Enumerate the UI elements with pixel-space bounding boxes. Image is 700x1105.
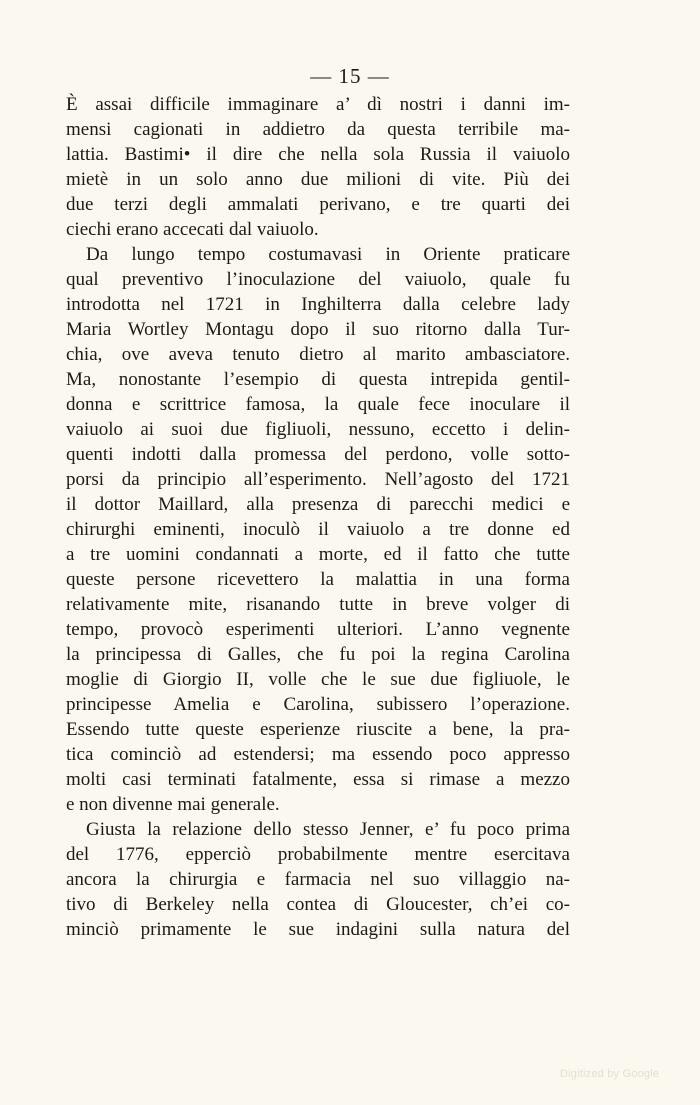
- text-line: introdotta nel 1721 in Inghilterra dalla celebre lady: [66, 294, 570, 315]
- text-line: chirurghi eminenti, inoculò il vaiuolo a tre donne ed: [66, 519, 570, 540]
- text-line: e non divenne mai generale.: [66, 794, 280, 815]
- text-line: Essendo tutte queste esperienze riuscite a bene, la pra-: [66, 719, 570, 740]
- text-line: lattia. Bastimi• il dire che nella sola Russia il vaiuolo: [66, 144, 570, 165]
- text-line: del 1776, epperciò probabilmente mentre esercitava: [66, 844, 570, 865]
- text-line: tivo di Berkeley nella contea di Gloucester, ch’ei co-: [66, 894, 570, 915]
- text-line: vaiuolo ai suoi due figliuoli, nessuno, eccetto i delin-: [66, 419, 570, 440]
- text-line: mietè in un solo anno due milioni di vite. Più dei: [66, 169, 570, 190]
- page-number: — 15 —: [310, 64, 390, 88]
- text-line: donna e scrittrice famosa, la quale fece inoculare il: [66, 394, 570, 415]
- text-line: tempo, provocò esperimenti ulteriori. L’anno vegnente: [66, 619, 570, 640]
- text-line: ancora la chirurgia e farmacia nel suo villaggio na-: [66, 869, 570, 890]
- text-line: il dottor Maillard, alla presenza di parecchi medici e: [66, 494, 570, 515]
- text-line: tica cominciò ad estendersi; ma essendo poco appresso: [66, 744, 570, 765]
- text-line: Da lungo tempo costumavasi in Oriente praticare: [86, 244, 570, 265]
- text-line: mensi cagionati in addietro da questa terribile ma-: [66, 119, 570, 140]
- text-line: a tre uomini condannati a morte, ed il fatto che tutte: [66, 544, 570, 565]
- text-line: moglie di Giorgio II, volle che le sue due figliuole, le: [66, 669, 570, 690]
- text-line: principesse Amelia e Carolina, subissero l’operazione.: [66, 694, 570, 715]
- text-line: due terzi degli ammalati perivano, e tre quarti dei: [66, 194, 570, 215]
- watermark: Digitized by Google: [560, 1068, 660, 1080]
- text-line: la principessa di Galles, che fu poi la regina Carolina: [66, 644, 570, 665]
- text-line: quenti indotti dalla promessa del perdono, volle sotto-: [66, 444, 570, 465]
- text-line: ciechi erano accecati dal vaiuolo.: [66, 219, 319, 240]
- text-line: Maria Wortley Montagu dopo il suo ritorno dalla Tur-: [66, 319, 570, 340]
- text-line: Ma, nonostante l’esempio di questa intrepida gentil-: [66, 369, 570, 390]
- text-line: minciò primamente le sue indagini sulla natura del: [66, 919, 570, 940]
- text-line: relativamente mite, risanando tutte in breve volger di: [66, 594, 570, 615]
- text-line: molti casi terminati fatalmente, essa si rimase a mezzo: [66, 769, 570, 790]
- text-line: Giusta la relazione dello stesso Jenner, e’ fu poco prima: [86, 819, 570, 840]
- body-text: [66, 92, 570, 942]
- text-line: queste persone ricevettero la malattia in una forma: [66, 569, 570, 590]
- text-line: qual preventivo l’inoculazione del vaiuolo, quale fu: [66, 269, 570, 290]
- text-line: chia, ove aveva tenuto dietro al marito ambasciatore.: [66, 344, 570, 365]
- text-line: È assai difficile immaginare a’ dì nostri i danni im-: [66, 94, 570, 115]
- text-line: porsi da principio all’esperimento. Nell’agosto del 1721: [66, 469, 570, 490]
